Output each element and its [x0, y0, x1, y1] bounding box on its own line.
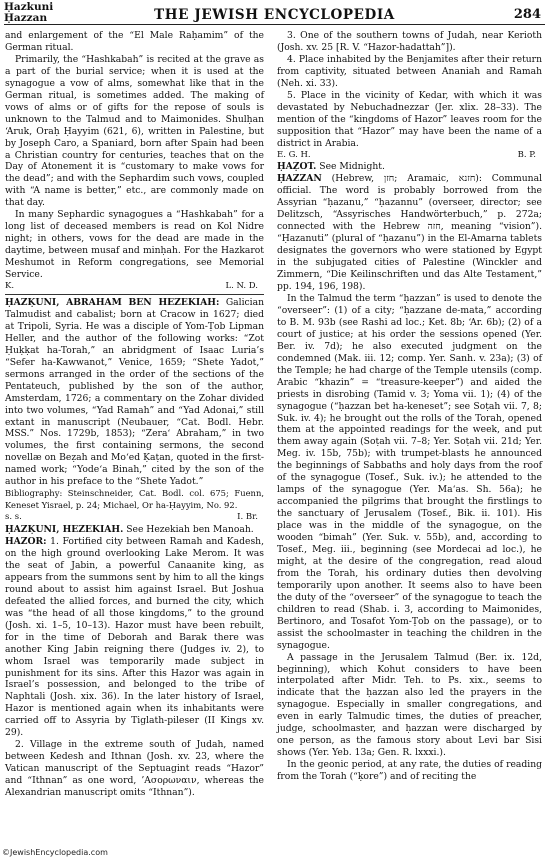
entry-hazkuni-hezekiah: [5, 524, 264, 536]
guide-word-bottom: Ḥazzan: [4, 12, 48, 24]
signature-author: B. P.: [517, 149, 536, 160]
left-column: [5, 30, 264, 799]
author-signature: [277, 150, 542, 162]
signature-author: L. N. D.: [225, 281, 258, 292]
entry-text: 1. Fortified city between Ramah and Kadesh, on the high ground overlooking Lake Merom. It was the seat of Jabin, a powerful Canaanite king, as appears from the summons sent by him to all the kings round about to assist him against Israel. But Joshua defeated the allied forces, and burned the city, which was “the head of all those kingdoms,” to the ground (Josh. xi. 1–5, 10–13). Hazor must have been rebuilt, for in the time of Deborah and Barak there was another King Jabin reigning there (Judges iv. 2), to whom Israel was temporarily made subject in punishment for its sins. After this Hazor was again in Israel’s possession, and belonged to the tribe of Naphtali (Josh. xix. 36). In the later history of Israel, Hazor is mentioned again when its inhabitants were carried off to Assyria by Tiglath-pileser (II Kings xv. 29).: [5, 536, 265, 739]
running-title: THE JEWISH ENCYCLOPEDIA: [154, 7, 395, 23]
entry-text: Galician Talmudist and cabalist; born at Cracow in 1627; died at Tripoli, Syria. He was a disciple of Yom-Ṭob Lipman Heller, and the author of the following works: “Zot Ḥuḳḳat ha-Torah,” an abridgment of Isaac Luria’s “Sefer ha-Kawwanot,” Venice, 1659; “Shete Yadot,” sermons arranged in the order of the sections of the Pentateuch, published by the son of the author, Amsterdam, 1726; a commentary on the Zohar divided into two volumes, “Yad Ramah” and “Yad Adonai,” still extant in manuscript (Neubauer, “Cat. Bodl. Hebr. MSS.” Nos. 1729b, 1853); “Zera‘ Abraham,” in two volumes, the first containing sermons, the second novellæ on Beẓah and Mo‘ed Ḳaṭan, quoted in the first-named work; “Yode‘a Binah,” cited by the son of the author in his preface to the “Shete Yadot.”: [5, 296, 265, 488]
divider: [5, 294, 264, 295]
signature-category: E. G. H.: [277, 149, 311, 160]
entry-headword: ḤAZḲUNI, HEZEKIAH.: [5, 524, 124, 536]
entry-headword: ḤAẒOT.: [277, 161, 317, 173]
signature-category: K.: [5, 281, 15, 292]
author-signature: [5, 512, 264, 524]
footer-credit: ©JewishEncyclopedia.com: [2, 848, 108, 857]
paragraph: 4. Place inhabited by the Benjamites after their return from captivity, situated between Ananiah and Ramah (Neh. xi. 33).: [277, 53, 542, 89]
paragraph: 2. Village in the extreme south of Judah, named between Kedesh and Ithnan (Josh. xv. 23, where the Vatican manuscript of the Septuagint reads “Hazor” and “Ithnan” as one word, ’Ασορωναιν, whereas the Alexandrian manuscript omits “Ithnan”).: [5, 739, 264, 799]
entry-headword: HAZOR:: [5, 536, 47, 548]
bibliography: Bibliography: Steinschneider, Cat. Bodl. col. 675; Fuenn, Keneset Yisrael, p. 24; Michael, Or ha-Ḥayyim, No. 92.: [5, 488, 264, 511]
paragraph: 3. One of the southern towns of Judah, near Kerioth (Josh. xv. 25 [R. V. “Hazor-hadattah”]).: [277, 30, 542, 53]
entry-hazkuni-abraham: [5, 297, 264, 488]
paragraph: In the geonic period, at any rate, the duties of reading from the Torah (“ḳore”) and of reciting the: [277, 759, 542, 783]
entry-hazor: [5, 536, 264, 739]
entry-headword: ḤAZḲUNI, ABRAHAM BEN HEZEKIAH:: [5, 296, 220, 308]
paragraph: and enlargement of the “El Male Raḥamim” of the German ritual.: [5, 30, 264, 53]
paragraph: In many Sephardic synagogues a “Hashkabah” for a long list of deceased members is read on Kol Nidre night; in others, vows for the dead are made in the daytime, between musaf and minḥah. For the Hazkarot Meshumot in Reform congregations, see Memorial Service.: [5, 209, 264, 281]
author-signature: [5, 281, 264, 293]
paragraph: A passage in the Jerusalem Talmud (Ber. ix. 12d, beginning), which Kohut considers to have been interpolated after Midr. Teh. to Ps. xix., seems to indicate that the ḥazzan also led the prayers in the synagogue. Especially in smaller congregations, and even in early Talmudic times, the duties of preacher, judge, schoolmaster, and ḥazzan were discharged by one person, as the famous story about Levi bar Sisi shows (Yer. Yeb. 13a; Gen. R. lxxxi.).: [277, 651, 542, 759]
signature-author: I. Br.: [237, 512, 258, 523]
signature-category: s. s.: [5, 512, 22, 523]
cross-reference: See Midnight.: [319, 161, 385, 173]
guide-word-top: Ḥazkuni: [4, 1, 54, 13]
paragraph: In the Talmud the term “ḥazzan” is used to denote the “overseer”: (1) of a city; “ḥazzane de-mata,” according to B. M. 93b (see Rashi ad loc.; Ket. 8b; ‘Ar. 6b); (2) of a court of justice; at his order the sessions opened (Yer. Ber. iv. 7d); he also executed judgment on the condemned (Mak. iii. 12; comp. Yer. Sanh. v. 23a); (3) of the Temple; he had charge of the Temple utensils (comp. Arabic “khazin” = “treasure-keeper”) and aided the priests in disrobing (Tamid v. 3; Yoma vii. 1); (4) of the synagogue (“ḥazzan bet ha-keneset”; see Soṭah vii. 7, 8; Suk. iv. 4); he brought out the rolls of the Torah, opened them at the appointed readings for the week, and put them away again (Soṭah vii. 7–8; Yer. Soṭah vii. 21d; Yer. Meg. iv. 15b, 75b); with trumpet-blasts he announced the beginnings of Sabbaths and holy days from the roof of the synagogue (Tosef., Suk. iv.); he attended to the lamps of the synagogue (Yer. Ma‘as. Sh. 56a); he accompanied the pilgrims that brought the firstlings to the sanctuary of Jerusalem (Tosef., Bik. ii. 101). His place was in the middle of the synagogue, on the wooden “bimah” (Yer. Suk. v. 55b), and, according to Tosef., Meg. iii., beginning (see Mordecai ad loc.), he might, at the desire of the congregation, read aloud from the Torah, his ordinary duties then devolving temporarily upon another. It seems also to have been the duty of the “overseer” of the synagogue to teach the children to read (Shab. i. 3, according to Maimonides, Bertinoro, and Tosafot Yom-Ṭob on the passage), or to assist the schoolmaster in teaching the children in the synagogue.: [277, 292, 542, 651]
paragraph: 5. Place in the vicinity of Kedar, with which it was devastated by Nebuchadnezzar (Jer. xlix. 28–33). The mention of the “kingdoms of Hazor” leaves room for the supposition that “Hazor” may have been the name of a district in Arabia.: [277, 89, 542, 149]
entry-hazzan: [277, 173, 542, 293]
paragraph: Primarily, the “Hashkabah” is recited at the grave as a part of the burial service; when it is used at the synagogue a vow of alms, somewhat like that in the German ritual, is sometimes added. The making of vows of alms or of gifts for the repose of souls is unknown to the Talmud and to Maimonides. Shulḥan ‘Aruk, Oraḥ Ḥayyim (621, 6), written in Palestine, but by Joseph Caro, a Spaniard, born after Spain had been a Christian country for centuries, teaches that on the Day of Atonement it is “customary to make vows for the dead”; and with the Sephardim such vows, coupled with “A name is better,” etc., are commonly made on that day.: [5, 53, 264, 209]
entry-hazot: [277, 161, 542, 173]
page-number: 284: [513, 7, 541, 22]
entry-text: (Hebrew, חזן; Aramaic, חזנא): Communal official. The word is probably borrowed from the Assyrian “ḥazanu,” “ḥazannu” (overseer, director; see Delitzsch, “Assyrisches Handwörterbuch,” p. 272a; connected with the Hebrew חזה, meaning “vision”). “Ḥazanuti” (plural of “ḥazanu”) in the El-Amarna tablets designates the governors who were stationed by Egypt in the subjugated cities of Palestine (Winckler and Zimmern, “Die Keilinschriften und das Alte Testament,” pp. 194, 196, 198).: [277, 173, 543, 293]
page-header: [4, 2, 545, 25]
right-column: [277, 30, 542, 783]
entry-headword: ḤAZZAN: [277, 173, 322, 185]
cross-reference: See Hezekiah ben Manoah.: [126, 524, 254, 536]
